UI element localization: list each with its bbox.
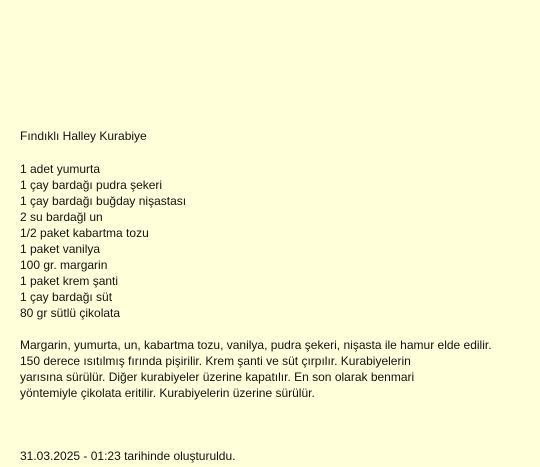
ingredient-item: 1/2 paket kabartma tozu <box>20 226 149 240</box>
instruction-line: yöntemiyle çikolata eritilir. Kurabiyelerin üzerine sürülür. <box>20 386 315 400</box>
instruction-line: yarısına sürülür. Diğer kurabiyeler üzerine kapatılır. En son olarak benmari <box>20 370 415 384</box>
instruction-line: 150 derece ısıtılmış fırında pişirilir. Krem şanti ve süt çırpılır. Kurabiyelerin <box>20 354 411 368</box>
ingredient-item: 1 adet yumurta <box>20 162 101 176</box>
ingredient-list <box>20 161 186 321</box>
recipe-title: Fındıklı Halley Kurabiye <box>20 129 147 143</box>
instructions-paragraph <box>20 337 492 401</box>
ingredient-item: 80 gr sütlü çikolata <box>20 306 121 320</box>
created-timestamp: 31.03.2025 - 01:23 tarihinde oluşturuldu. <box>20 449 236 463</box>
ingredient-item: 1 çay bardağı süt <box>20 290 113 304</box>
ingredient-item: 1 çay bardağı buğday nişastası <box>20 194 187 208</box>
ingredient-item: 2 su bardağl un <box>20 210 103 224</box>
instruction-line: Margarin, yumurta, un, kabartma tozu, vanilya, pudra şekeri, nişasta ile hamur elde edilir. <box>20 338 492 352</box>
ingredient-item: 100 gr. margarin <box>20 258 108 272</box>
ingredient-item: 1 paket krem şanti <box>20 274 119 288</box>
ingredient-item: 1 çay bardağı pudra şekeri <box>20 178 163 192</box>
ingredient-item: 1 paket vanilya <box>20 242 101 256</box>
